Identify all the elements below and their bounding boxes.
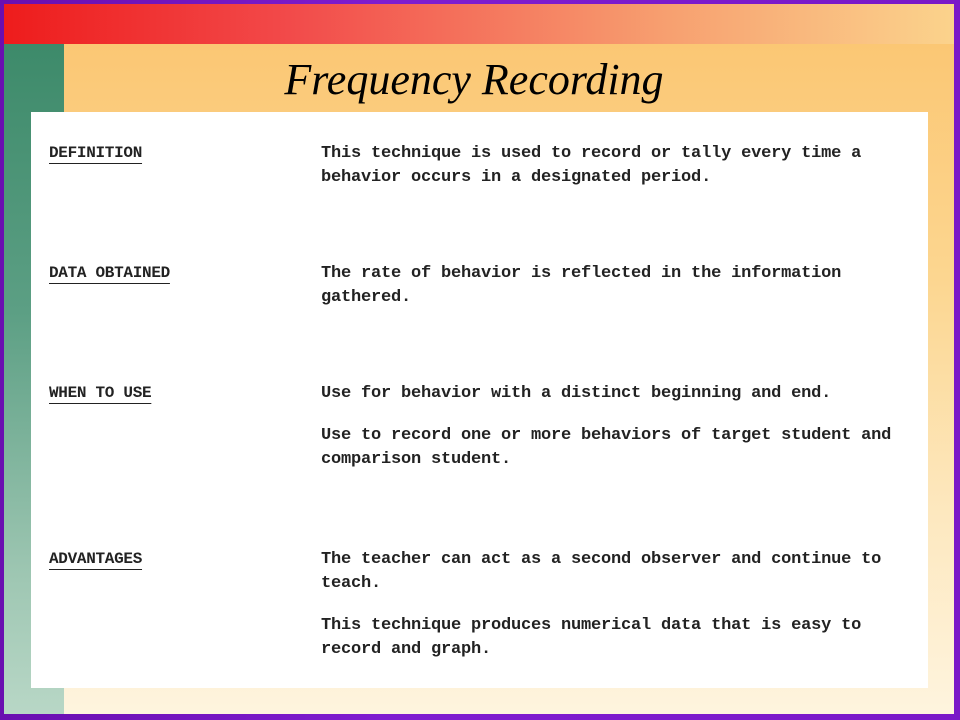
section-label: DATA OBTAINED: [49, 264, 170, 282]
section-description: [321, 382, 911, 490]
description-paragraph: Use to record one or more behaviors of target student and comparison student.: [321, 426, 892, 469]
description-paragraph: This technique produces numerical data that is easy to record and graph.: [321, 616, 862, 659]
slide-title: Frequency Recording: [284, 55, 664, 104]
description-paragraph: The rate of behavior is reflected in the information gathered.: [321, 264, 842, 307]
section-description: [321, 142, 911, 208]
section-description: [321, 262, 911, 328]
section-label: ADVANTAGES: [49, 550, 143, 568]
section-label: WHEN TO USE: [49, 384, 152, 402]
section-label: DEFINITION: [49, 144, 143, 162]
section-description: [321, 548, 911, 680]
top-accent-bar: [4, 4, 954, 44]
description-paragraph: This technique is used to record or tally every time a behavior occurs in a designated period.: [321, 144, 862, 187]
scanned-document: [31, 112, 928, 688]
description-paragraph: The teacher can act as a second observer and continue to teach.: [321, 550, 882, 593]
description-paragraph: Use for behavior with a distinct beginning and end.: [321, 384, 832, 403]
